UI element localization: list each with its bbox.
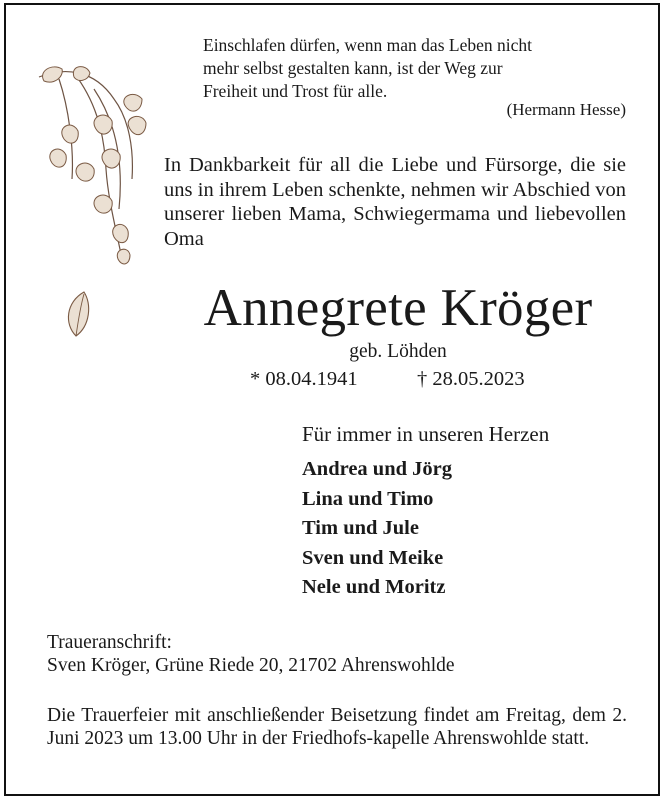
birth-date: * 08.04.1941 [250,368,358,390]
mourner-entry: Tim und Jule [302,517,419,539]
address-label: Traueranschrift: [47,632,172,653]
mourner-entry: Lina und Timo [302,487,434,510]
mourners-list [302,455,452,603]
maiden-name: geb. Löhden [349,341,447,362]
quote-line: mehr selbst gestalten kann, ist der Weg zur [203,58,503,78]
quote-text [203,34,627,103]
mourner-entry: Sven und Meike [302,546,444,569]
deceased-name: Annegrete Kröger [203,279,593,337]
address-line: Sven Kröger, Grüne Riede 20, 21702 Ahrenswohlde [47,655,455,676]
intro-text: In Dankbarkeit für all die Liebe und Fürsorge, die sie uns in ihrem Leben schenkte, nehmen wir Abschied von unserer lieben Mama, Schwiegermama und liebevollen Oma [164,154,626,250]
obituary-notice [4,3,660,796]
mourner-entry: Andrea und Jörg [302,458,452,480]
quote-line: Einschlafen dürfen, wenn man das Leben nicht [203,35,532,55]
motto: Für immer in unseren Herzen [302,422,550,446]
death-date: † 28.05.2023 [417,368,525,390]
mourning-address [47,631,455,677]
quote-line: Freiheit und Trost für alle. [203,81,388,101]
mourner-entry: Nele und Moritz [302,576,446,598]
funeral-service-info: Die Trauerfeier mit anschließender Beisetzung findet am Freitag, dem 2. Juni 2023 um 13.00 Uhr in der Friedhofs-kapelle Ahrenswohlde statt. [47,705,627,749]
quote-author: (Hermann Hesse) [506,100,626,119]
birch-branch-illustration [34,59,164,274]
falling-leaf-illustration [62,288,94,340]
